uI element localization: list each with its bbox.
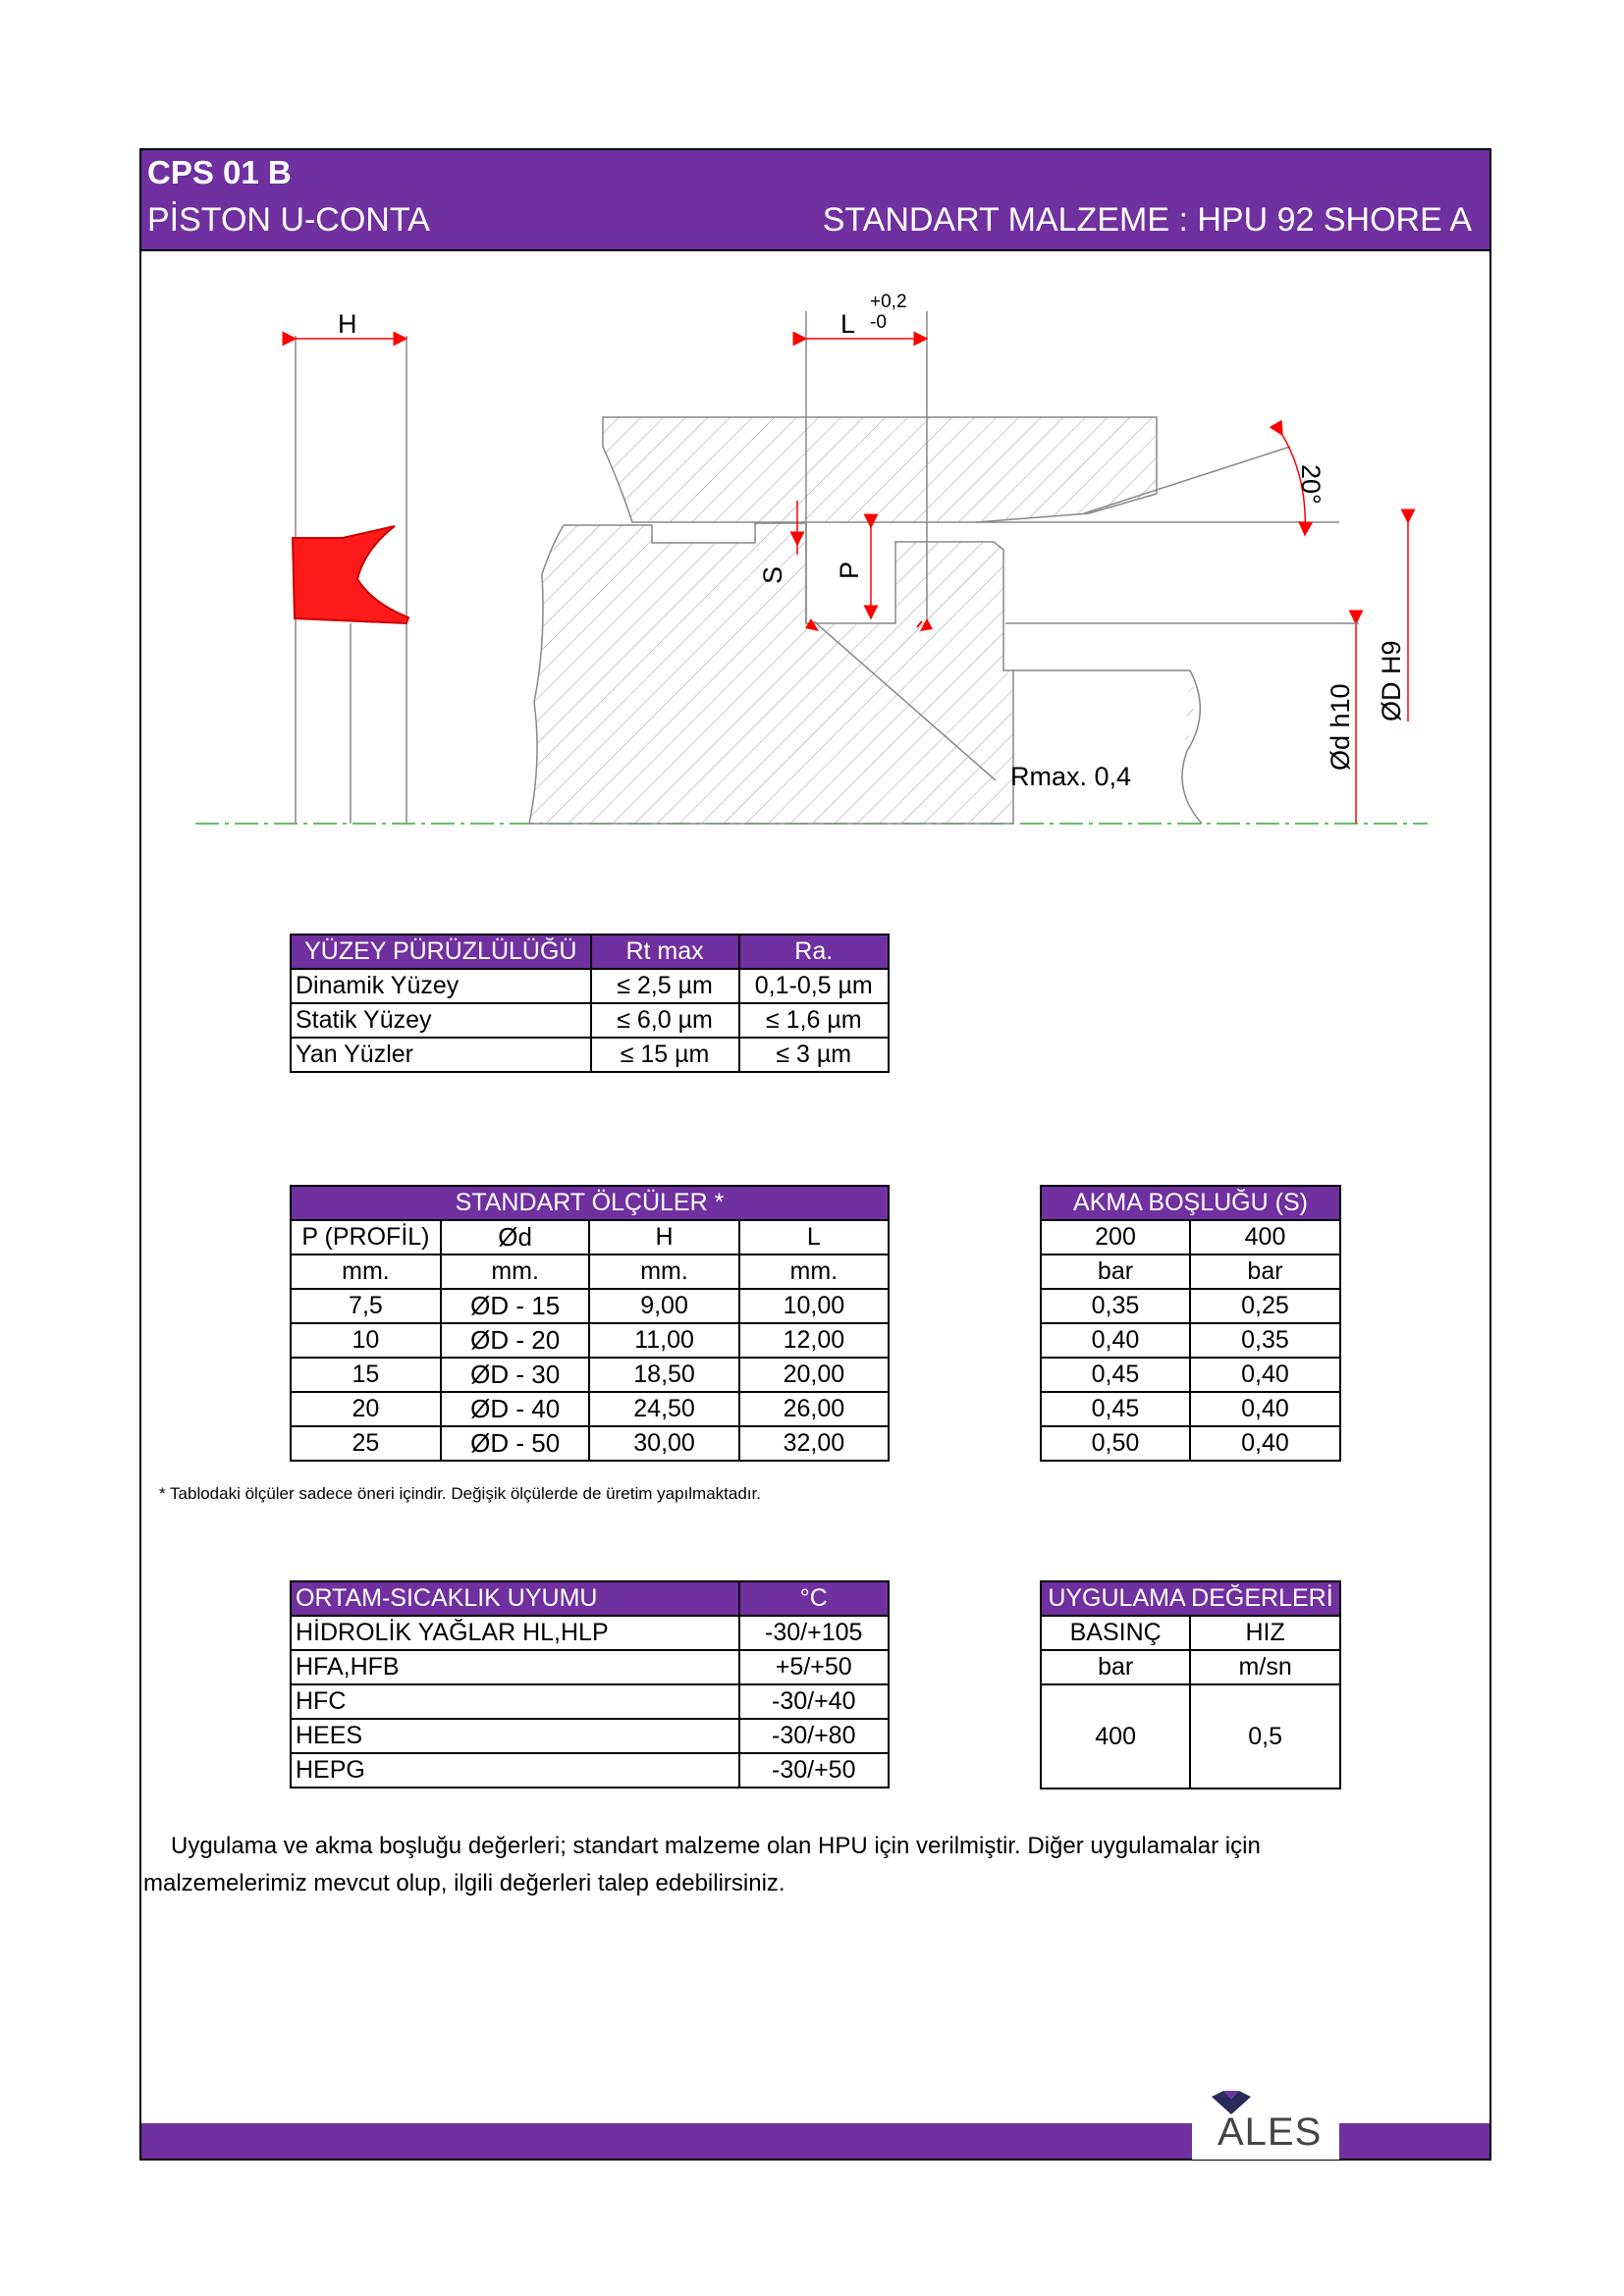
cell: 0,50 — [1041, 1426, 1190, 1461]
technical-drawing — [141, 250, 1489, 859]
application-title: UYGULAMA DEĞERLERİ — [1041, 1581, 1340, 1616]
media-name: HEES — [291, 1719, 739, 1753]
cell: 0,35 — [1041, 1289, 1190, 1323]
media-name: HEPG — [291, 1753, 739, 1788]
standard-sizes-table — [290, 1185, 890, 1462]
media-name: HİDROLİK YAĞLAR HL,HLP — [291, 1616, 739, 1650]
note-line-1: Uygulama ve akma boşluğu değerleri; standart malzeme olan HPU için verilmiştir. Diğer uygulamalar için — [171, 1833, 1261, 1859]
table-row — [1041, 1392, 1340, 1426]
speed-value: 0,5 — [1190, 1684, 1340, 1789]
gap-title: AKMA BOŞLUĞU (S) — [1041, 1186, 1340, 1220]
cell: 15 — [291, 1358, 441, 1392]
standard-material: STANDART MALZEME : HPU 92 SHORE A — [822, 201, 1472, 239]
cell: 11,00 — [589, 1323, 738, 1358]
pressure-value: 400 — [1041, 1684, 1190, 1789]
cell: ØD - 15 — [441, 1289, 590, 1323]
temp-range: +5/+50 — [739, 1650, 890, 1684]
temp-range: -30/+40 — [739, 1684, 890, 1719]
dim-s-label: S — [758, 565, 787, 584]
cell: 18,50 — [589, 1358, 738, 1392]
temp-range: -30/+50 — [739, 1753, 890, 1788]
cell: 7,5 — [291, 1289, 441, 1323]
cell: 0,25 — [1190, 1289, 1340, 1323]
cell: 32,00 — [739, 1426, 889, 1461]
cell: 9,00 — [589, 1289, 738, 1323]
footnote: * Tablodaki ölçüler sadece öneri içindir. Değişik ölçülerde de üretim yapılmaktadır. — [159, 1484, 761, 1503]
col-label: Ød — [441, 1220, 590, 1255]
cylinder-housing — [603, 417, 1157, 522]
note-paragraph — [143, 1828, 1361, 1902]
ra-header: Ra. — [739, 934, 889, 969]
application-values-table — [1040, 1580, 1341, 1789]
rtmax-value: ≤ 15 µm — [591, 1038, 739, 1072]
col-unit: bar — [1041, 1255, 1190, 1289]
table-row — [291, 1616, 889, 1650]
table-row — [1041, 1289, 1340, 1323]
table-row — [291, 1358, 889, 1392]
product-name: PİSTON U-CONTA — [147, 201, 430, 239]
radius-label: Rmax. 0,4 — [1010, 762, 1132, 791]
table-row — [291, 1289, 889, 1323]
table-row — [291, 1650, 889, 1684]
surface-type: Dinamik Yüzey — [291, 969, 591, 1003]
cell: 10 — [291, 1323, 441, 1358]
table-row — [291, 1719, 889, 1753]
dim-h-label: H — [338, 309, 357, 339]
rtmax-header: Rt max — [591, 934, 739, 969]
cell: 0,40 — [1190, 1426, 1340, 1461]
col-label: 200 — [1041, 1220, 1190, 1255]
table-row — [291, 1753, 889, 1788]
table-row — [291, 1392, 889, 1426]
table-row — [1041, 1323, 1340, 1358]
table-row — [291, 1038, 889, 1072]
cell: ØD - 50 — [441, 1426, 590, 1461]
cell: 0,35 — [1190, 1323, 1340, 1358]
media-name: HFA,HFB — [291, 1650, 739, 1684]
standard-title: STANDART ÖLÇÜLER * — [291, 1186, 889, 1220]
ra-value: 0,1-0,5 µm — [739, 969, 889, 1003]
table-row — [1041, 1426, 1340, 1461]
table-row — [1041, 1684, 1340, 1789]
col-label: 400 — [1190, 1220, 1340, 1255]
media-header: ORTAM-SICAKLIK UYUMU — [291, 1581, 739, 1616]
temp-header: °C — [739, 1581, 890, 1616]
tol-minus: -0 — [870, 312, 887, 333]
table-row — [291, 1003, 889, 1038]
cell: 0,45 — [1041, 1392, 1190, 1426]
cell: 10,00 — [739, 1289, 889, 1323]
temp-range: -30/+80 — [739, 1719, 890, 1753]
cell: 20 — [291, 1392, 441, 1426]
table-row — [291, 1684, 889, 1719]
rtmax-value: ≤ 6,0 µm — [591, 1003, 739, 1038]
cell: ØD - 30 — [441, 1358, 590, 1392]
temp-range: -30/+105 — [739, 1616, 890, 1650]
cell: 20,00 — [739, 1358, 889, 1392]
cell: 0,40 — [1190, 1392, 1340, 1426]
media-temperature-table — [290, 1580, 890, 1789]
dim-od-label: ØD H9 — [1377, 640, 1406, 721]
cell: 0,40 — [1190, 1358, 1340, 1392]
col-unit: mm. — [589, 1255, 738, 1289]
ra-value: ≤ 3 µm — [739, 1038, 889, 1072]
logo-text: ALES — [1218, 2110, 1323, 2154]
col-unit: mm. — [441, 1255, 590, 1289]
surface-type: Statik Yüzey — [291, 1003, 591, 1038]
dim-l-label: L — [840, 309, 856, 339]
dim-p-label: P — [835, 561, 864, 579]
table-row — [291, 1323, 889, 1358]
surface-header: YÜZEY PÜRÜZLÜLÜĞÜ — [291, 934, 591, 969]
col-label: HIZ — [1190, 1616, 1340, 1650]
cell: 25 — [291, 1426, 441, 1461]
tol-plus: +0,2 — [870, 292, 907, 312]
header-bar — [141, 150, 1489, 251]
table-row — [291, 969, 889, 1003]
dim-id-label: Ød h10 — [1326, 683, 1355, 771]
col-label: BASINÇ — [1041, 1616, 1190, 1650]
cell: 24,50 — [589, 1392, 738, 1426]
col-unit: bar — [1041, 1650, 1190, 1684]
col-unit: bar — [1190, 1255, 1340, 1289]
col-unit: m/sn — [1190, 1650, 1340, 1684]
angle-label: 20° — [1296, 464, 1326, 505]
cell: 12,00 — [739, 1323, 889, 1358]
rtmax-value: ≤ 2,5 µm — [591, 969, 739, 1003]
cell: 30,00 — [589, 1426, 738, 1461]
cell: 26,00 — [739, 1392, 889, 1426]
extrusion-gap-table — [1040, 1185, 1341, 1462]
cell: ØD - 20 — [441, 1323, 590, 1358]
col-label: P (PROFİL) — [291, 1220, 441, 1255]
product-code: CPS 01 B — [147, 154, 292, 190]
table-row — [1041, 1358, 1340, 1392]
note-line-2: malzemelerimiz mevcut olup, ilgili değerleri talep edebilirsiniz. — [143, 1870, 785, 1896]
col-unit: mm. — [291, 1255, 441, 1289]
media-name: HFC — [291, 1684, 739, 1719]
surface-roughness-table — [290, 934, 890, 1073]
cell: ØD - 40 — [441, 1392, 590, 1426]
col-label: L — [739, 1220, 889, 1255]
col-label: H — [589, 1220, 738, 1255]
col-unit: mm. — [739, 1255, 889, 1289]
ra-value: ≤ 1,6 µm — [739, 1003, 889, 1038]
cell: 0,40 — [1041, 1323, 1190, 1358]
table-row — [291, 1426, 889, 1461]
surface-type: Yan Yüzler — [291, 1038, 591, 1072]
cell: 0,45 — [1041, 1358, 1190, 1392]
seal-profile — [293, 336, 408, 824]
